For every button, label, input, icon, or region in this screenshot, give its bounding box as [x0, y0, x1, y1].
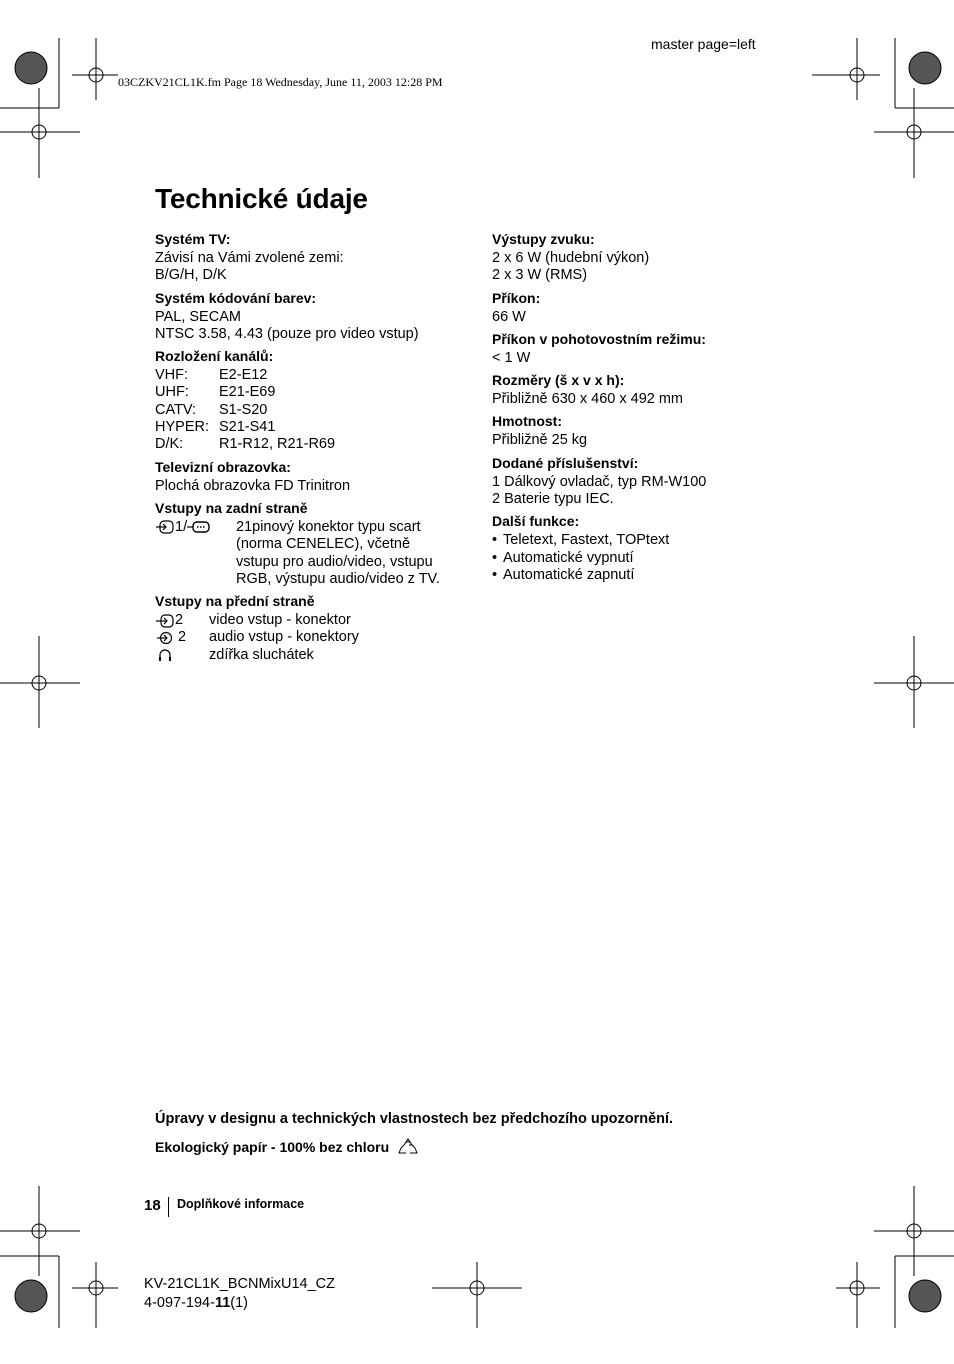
spec-value: 66 W [492, 308, 526, 325]
channel-range: E2-E12 [219, 367, 268, 384]
spec-heading: Vstupy na přední straně [155, 593, 315, 610]
scart-connector-icon [187, 519, 211, 535]
part-number-suffix: (1) [230, 1295, 249, 1311]
front-input-label: zdířka sluchátek [209, 646, 314, 663]
master-page-label: master page=left [651, 36, 756, 52]
spec-value: Plochá obrazovka FD Trinitron [155, 477, 351, 494]
spec-heading: Rozměry (š x v x h): [492, 372, 625, 389]
spec-value: NTSC 3.58, 4.43 (pouze pro video vstup) [155, 325, 419, 342]
spec-heading: Příkon v pohotovostním režimu: [492, 330, 706, 347]
scart-description [236, 519, 440, 588]
spec-value: Přibližně 25 kg [492, 432, 588, 449]
front-input-label: audio vstup - konektory [209, 629, 359, 646]
part-number-revision: 11 [214, 1295, 231, 1311]
channel-range: S1-S20 [219, 401, 268, 418]
channel-band: CATV: [155, 401, 197, 418]
video-input-icon [155, 614, 175, 628]
spec-value: 2 Baterie typu IEC. [492, 491, 614, 508]
spec-value: < 1 W [492, 349, 531, 366]
spec-front-inputs [155, 593, 475, 664]
page-title: Technické údaje [155, 183, 368, 214]
front-input-row [155, 629, 475, 646]
spec-value: 1 Dálkový ovladač, typ RM-W100 [492, 473, 707, 490]
design-change-note: Úpravy v designu a technických vlastnostech bez předchozího upozornění. [155, 1111, 674, 1127]
eco-paper-text: Ekologický papír - 100% bez chloru [155, 1139, 390, 1155]
channel-range: E21-E69 [219, 384, 276, 401]
scart-line: 21pinový konektor typu scart [236, 518, 421, 535]
spec-heading: Rozložení kanálů: [155, 348, 274, 365]
section-name: Doplňkové informace [177, 1197, 305, 1211]
spec-accessories [492, 455, 792, 509]
front-input-number: 2 [178, 629, 187, 646]
eco-paper-note [155, 1137, 419, 1157]
scart-row [155, 519, 475, 588]
spec-system-tv [155, 231, 475, 285]
front-input-number: 2 [175, 612, 184, 629]
spec-heading: Systém kódování barev: [155, 289, 317, 306]
spec-heading: Výstupy zvuku: [492, 231, 595, 247]
spec-heading: Vstupy na zadní straně [155, 499, 308, 516]
spec-value: Přibližně 630 x 460 x 492 mm [492, 391, 684, 408]
part-number-prefix: 4-097-194- [144, 1295, 215, 1311]
channel-row [155, 402, 475, 419]
spec-standby [492, 331, 792, 367]
spec-value: B/G/H, D/K [155, 267, 227, 284]
front-input-row [155, 647, 475, 664]
spec-features [492, 513, 792, 584]
scart-symbol [155, 519, 236, 536]
front-input-row [155, 612, 475, 629]
input-arrow-icon [155, 519, 175, 535]
feature-item: • Teletext, Fastext, TOPtext [492, 532, 792, 549]
spec-value: 2 x 3 W (RMS) [492, 267, 588, 284]
file-info: 03CZKV21CL1K.fm Page 18 Wednesday, June 11, 2003 12:28 PM [118, 75, 443, 89]
page-number-divider [168, 1197, 169, 1217]
spec-color-system [155, 290, 475, 344]
channel-band: UHF: [155, 384, 189, 401]
channel-range: S21-S41 [219, 419, 276, 436]
part-number [144, 1294, 335, 1313]
audio-input-icon [155, 631, 175, 645]
recycle-icon [397, 1137, 419, 1157]
channel-band: HYPER: [155, 419, 209, 436]
spec-power [492, 290, 792, 326]
spec-value: PAL, SECAM [155, 308, 241, 325]
front-input-label: video vstup - konektor [209, 612, 351, 629]
spec-value: Závisí na Vámi zvolené zemi: [155, 250, 344, 266]
spec-rear-inputs [155, 500, 475, 588]
spec-heading: Dodané příslušenství: [492, 454, 639, 471]
model-code: KV-21CL1K_BCNMixU14_CZ [144, 1276, 335, 1292]
scart-line: (norma CENELEC), včetně [236, 536, 411, 553]
spec-screen [155, 459, 475, 495]
page-number: 18 [144, 1197, 161, 1214]
spec-value: 2 x 6 W (hudební výkon) [492, 250, 650, 266]
spec-heading: Hmotnost: [492, 413, 562, 430]
feature-item: • Automatické zapnutí [492, 567, 792, 584]
spec-audio-output [492, 231, 792, 285]
spec-dimensions [492, 372, 792, 408]
specs-right-column [492, 231, 792, 589]
channel-band: VHF: [155, 367, 189, 384]
spec-heading: Systém TV: [155, 231, 231, 247]
channel-row [155, 436, 475, 453]
spec-heading: Televizní obrazovka: [155, 458, 291, 475]
channel-range: R1-R12, R21-R69 [219, 436, 336, 453]
scart-line: vstupu pro audio/video, vstupu [236, 553, 433, 570]
headphones-icon [155, 648, 175, 662]
channel-row [155, 384, 475, 401]
model-info [144, 1275, 335, 1313]
spec-channels [155, 348, 475, 453]
spec-weight [492, 413, 792, 449]
spec-heading: Příkon: [492, 289, 541, 306]
feature-item: • Automatické vypnutí [492, 550, 792, 567]
channel-row [155, 419, 475, 436]
specs-left-column [155, 231, 475, 669]
scart-line: RGB, výstupu audio/video z TV. [236, 570, 440, 587]
scart-number: 1/ [175, 518, 188, 535]
spec-heading: Další funkce: [492, 513, 580, 530]
channel-row [155, 367, 475, 384]
channel-band: D/K: [155, 436, 184, 453]
